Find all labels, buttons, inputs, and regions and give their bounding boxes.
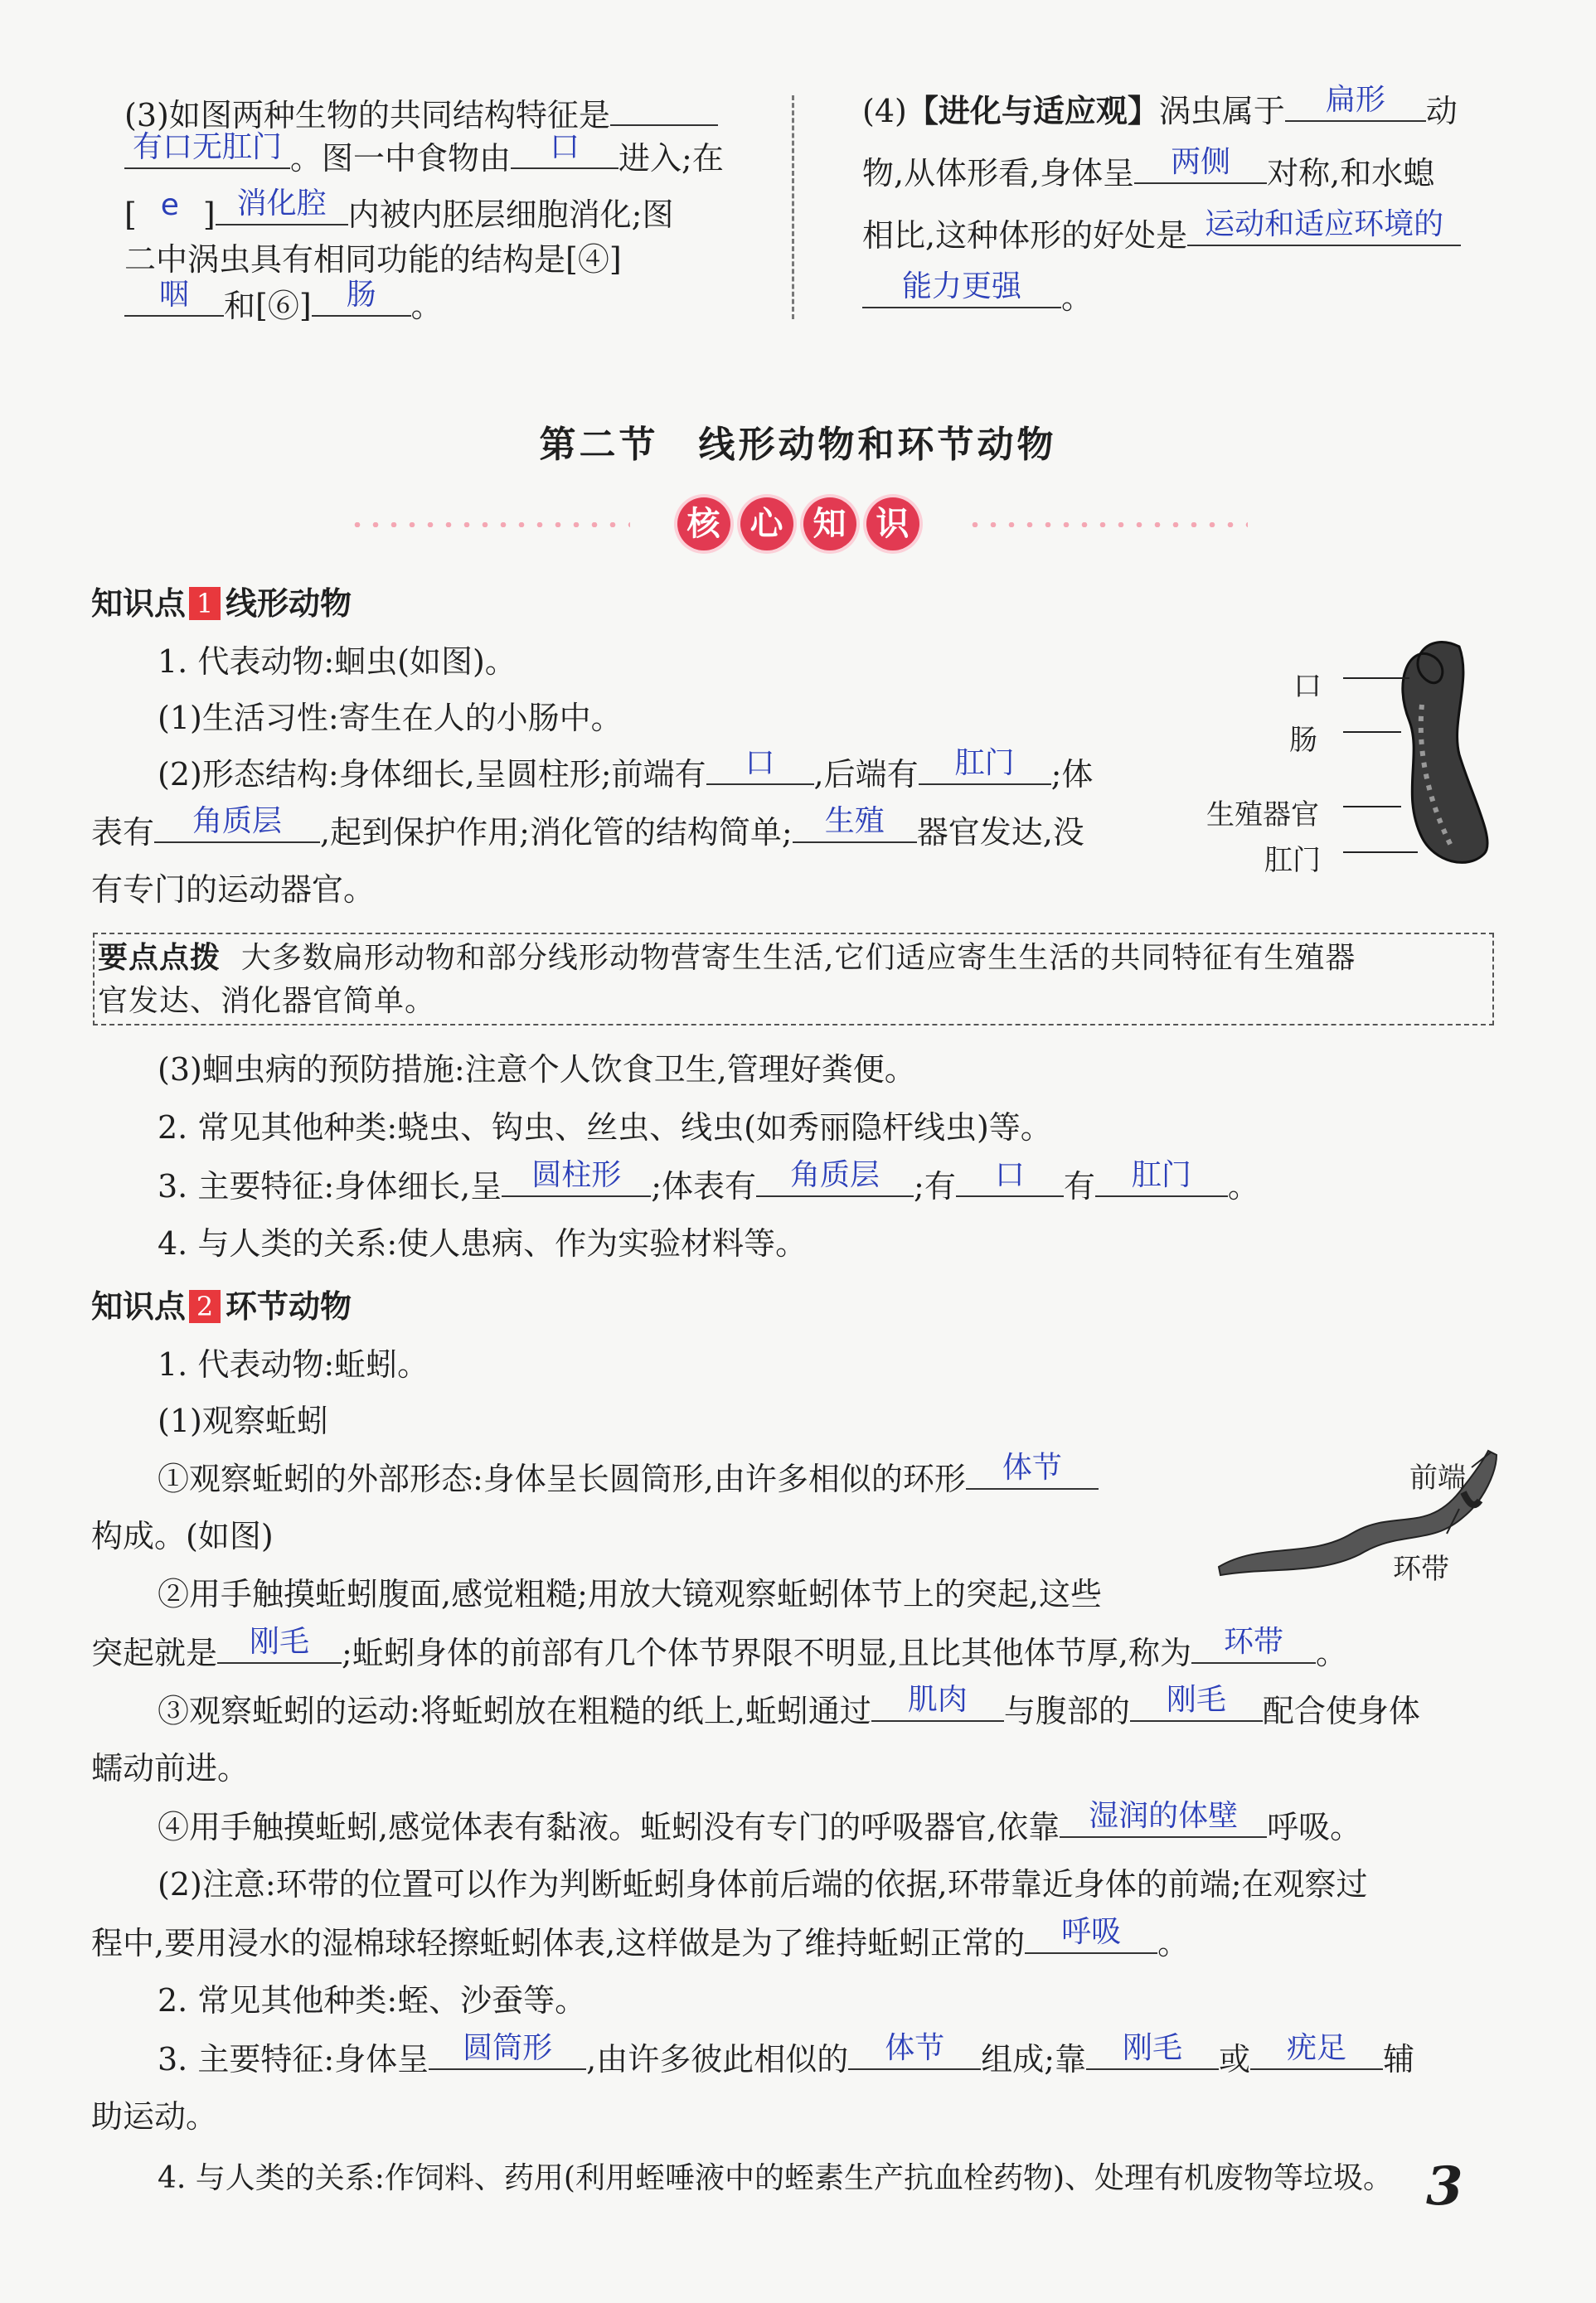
q4-line2: 物,从体形看,身体呈 两侧 对称,和水螅 xyxy=(862,145,1435,192)
core-char-1: 核 xyxy=(677,497,730,550)
q4-blank-answer-2: 两侧 xyxy=(1134,149,1267,184)
kp2-relation: 4. 与人类的关系:作饲料、药用(利用蛭唾液中的蛭素生产抗血栓药物)、处理有机废物等垃圾。 xyxy=(158,2161,1394,2195)
kp2-observe-2b: 突起就是 刚毛 ;蚯蚓身体的前部有几个体节界限不明显,且比其他体节厚,称为 环带 。 xyxy=(91,1625,1347,1671)
q3-blank-answer-4: 消化腔 xyxy=(216,191,348,225)
q4-blank-answer-4: 能力更强 xyxy=(862,274,1061,308)
kp2-blank-setae-3: 刚毛 xyxy=(1086,2035,1219,2070)
core-char-3: 知 xyxy=(803,497,856,550)
kp2-observe: (1)观察蚯蚓 xyxy=(158,1403,328,1439)
column-divider xyxy=(792,95,794,319)
kp1-blank-cylindrical: 圆柱形 xyxy=(502,1162,651,1197)
kp2-features-b: 助运动。 xyxy=(91,2098,218,2135)
q4-blank-answer-3: 运动和适应环境的 xyxy=(1187,211,1461,246)
tip-line-1: 要点点拨 大多数扁形动物和部分线形动物营寄生生活,它们适应寄生生活的共同特征有生殖器 xyxy=(98,941,1356,975)
roundworm-label-mouth: 口 xyxy=(1293,670,1322,703)
kp2-blank-respiration: 呼吸 xyxy=(1025,1919,1157,1954)
kp2-blank-clitellum: 环带 xyxy=(1191,1629,1316,1664)
kp2-blank-tubular: 圆筒形 xyxy=(429,2035,586,2070)
kp1-morphology-2: 表有 角质层 ,起到保护作用;消化管的结构简单; 生殖 器官发达,没 xyxy=(91,804,1084,851)
kp1-other-species: 2. 常见其他种类:蛲虫、钩虫、丝虫、线虫(如秀丽隐杆线虫)等。 xyxy=(158,1109,1052,1146)
q4-blank-answer-1: 扁形 xyxy=(1285,87,1426,122)
kp2-observe-1: ①观察蚯蚓的外部形态:身体呈长圆筒形,由许多相似的环形 体节 xyxy=(158,1455,1099,1502)
q3-blank-1 xyxy=(610,91,718,126)
kp2-blank-muscle: 肌肉 xyxy=(871,1687,1004,1722)
kp1-morphology-1: (2)形态结构:身体细长,呈圆柱形;前端有 口 ,后端有 肛门 ;体 xyxy=(158,746,1094,793)
q3-line4: 二中涡虫具有相同功能的结构是[④] xyxy=(124,241,622,278)
kp1-blank-mouth-2: 口 xyxy=(956,1162,1064,1197)
kp2-observe-3b: 蠕动前进。 xyxy=(91,1750,250,1787)
kp1-blank-anus-2: 肛门 xyxy=(1095,1162,1228,1197)
q4-line4: 能力更强 。 xyxy=(862,274,1093,321)
kp2-blank-body-wall: 湿润的体壁 xyxy=(1060,1803,1267,1838)
kp2-other-species: 2. 常见其他种类:蛭、沙蚕等。 xyxy=(158,1982,587,2019)
q3-blank-answer-6: 肠 xyxy=(312,282,411,317)
kp2-representative: 1. 代表动物:蚯蚓。 xyxy=(158,1346,429,1383)
core-char-2: 心 xyxy=(740,497,793,550)
kp2-observe-1b: 构成。(如图) xyxy=(91,1518,274,1554)
earthworm-label-front: 前端 xyxy=(1409,1462,1466,1495)
q4-line3: 相比,这种体形的好处是 运动和适应环境的 xyxy=(862,211,1461,259)
page-number: 3 xyxy=(1426,2155,1463,2218)
kp2-blank-parapodia: 疣足 xyxy=(1250,2035,1383,2070)
kp2-blank-segment: 体节 xyxy=(966,1455,1099,1490)
roundworm-leader-lines xyxy=(1343,655,1426,870)
kp1-heading: 知识点 1 线形动物 xyxy=(91,585,352,622)
q3-blank-answer-1: 有口无肛门 xyxy=(124,134,290,169)
kp2-note-2: 程中,要用浸水的湿棉球轻擦蚯蚓体表,这样做是为了维持蚯蚓正常的 呼吸 。 xyxy=(91,1915,1190,1961)
kp1-blank-mouth: 口 xyxy=(706,750,814,785)
kp1-blank-reproductive: 生殖 xyxy=(793,808,917,843)
roundworm-label-anus: 肛门 xyxy=(1264,844,1321,877)
kp1-habit: (1)生活习性:寄生在人的小肠中。 xyxy=(158,700,623,736)
kp2-note-1: (2)注意:环带的位置可以作为判断蚯蚓身体前后端的依据,环带靠近身体的前端;在观察过 xyxy=(158,1866,1368,1903)
kp1-morphology-3: 有专门的运动器官。 xyxy=(91,871,376,908)
q3-line2: 有口无肛门 。图一中食物由 口 进入;在 xyxy=(124,134,724,182)
kp2-blank-segment-2: 体节 xyxy=(848,2035,981,2070)
kp1-relation: 4. 与人类的关系:使人患病、作为实验材料等。 xyxy=(158,1225,808,1262)
q3-line5: 咽 和[⑥] 肠 。 xyxy=(124,282,443,329)
kp1-features: 3. 主要特征:身体细长,呈 圆柱形 ;体表有 角质层 ;有 口 有 肛门 。 xyxy=(158,1158,1259,1205)
kp2-observe-3: ③观察蚯蚓的运动:将蚯蚓放在粗糙的纸上,蚯蚓通过 肌肉 与腹部的 刚毛 配合使身体 xyxy=(158,1683,1420,1729)
core-char-4: 识 xyxy=(866,497,919,550)
kp1-representative: 1. 代表动物:蛔虫(如图)。 xyxy=(158,643,517,680)
roundworm-label-intestine: 肠 xyxy=(1289,724,1317,757)
q3-bracket-answer: e xyxy=(160,188,179,222)
q3-blank-answer-2: 口 xyxy=(511,134,619,169)
q3-line1: (3)如图两种生物的共同结构特征是 xyxy=(124,91,718,138)
kp1-prevention: (3)蛔虫病的预防措施:注意个人饮食卫生,管理好粪便。 xyxy=(158,1051,916,1088)
kp1-blank-cuticle-2: 角质层 xyxy=(756,1162,914,1197)
section-title: 第二节 线形动物和环节动物 xyxy=(539,424,1057,466)
earthworm-label-clitellum: 环带 xyxy=(1393,1553,1449,1586)
kp2-blank-setae: 刚毛 xyxy=(217,1629,342,1664)
kp2-blank-setae-2: 刚毛 xyxy=(1130,1687,1263,1722)
kp2-features: 3. 主要特征:身体呈 圆筒形 ,由许多彼此相似的 体节 组成;靠 刚毛 或 疣足 辅 xyxy=(158,2031,1415,2078)
kp2-heading: 知识点 2 环节动物 xyxy=(91,1288,352,1325)
q4-line1: (4)【进化与适应观】涡虫属于 扁形 动 xyxy=(862,83,1458,129)
roundworm-label-reproductive: 生殖器官 xyxy=(1206,798,1319,832)
core-knowledge-banner xyxy=(0,497,1596,550)
tip-line-2: 官发达、消化器官简单。 xyxy=(98,984,436,1018)
kp2-observe-2: ②用手触摸蚯蚓腹面,感觉粗糙;用放大镜观察蚯蚓体节上的突起,这些 xyxy=(158,1576,1102,1612)
kp1-blank-cuticle: 角质层 xyxy=(154,808,320,843)
kp2-observe-4: ④用手触摸蚯蚓,感觉体表有黏液。蚯蚓没有专门的呼吸器官,依靠 湿润的体壁 呼吸。 xyxy=(158,1799,1362,1845)
q3-blank-answer-5: 咽 xyxy=(124,282,224,317)
q3-line3: [ e ] 消化腔 内被内胚层细胞消化;图 xyxy=(124,187,674,233)
kp1-blank-anus: 肛门 xyxy=(919,750,1051,785)
